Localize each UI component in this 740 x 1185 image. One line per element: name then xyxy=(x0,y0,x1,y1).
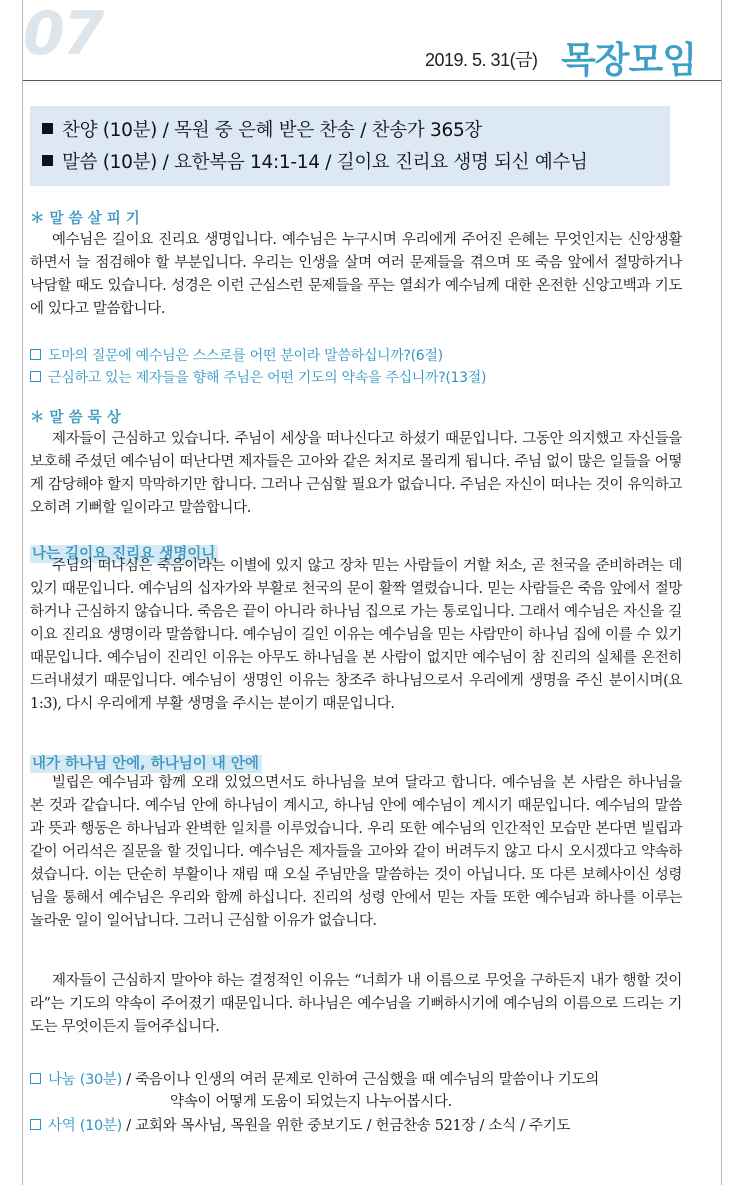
worship-line xyxy=(42,116,482,142)
paragraph-word-review: 예수님은 길이요 진리요 생명입니다. 예수님은 누구시며 우리에게 주어진 은혜는 무엇인지는 신앙생활하면서 늘 점검해야 할 부분입니다. 우리는 인생을 살며 여러 문제들을 겪으며 또 죽음 앞에서 절망하거나 낙담할 때도 있습니다. 성경은 이런 근심스런 문제들을 푸는 열쇠가 예수님께 대한 온전한 신앙고백과 기도에 있다고 말씀합니다. xyxy=(30,232,682,317)
heading-word-review: ＊ 말 씀 살 피 기 xyxy=(30,211,140,227)
checkbox-icon xyxy=(30,1119,41,1130)
paragraph-way-truth-life: 주님의 떠나심은 죽음이라는 이별에 있지 않고 장차 믿는 사람들이 거할 처소, 곧 천국을 준비하려는 데 있기 때문입니다. 예수님의 십자가와 부활로 천국의 문이 활짝 열렸습니다. 믿는 사람들은 죽음 앞에서 절망하거나 근심하지 않습니다. 죽음은 끝이 아니라 하나님 집으로 가는 통로입니다. 그래서 예수님은 자신을 길이요 진리요 생명이라 말씀합니다. 예수님이 길인 이유는 예수님을 믿는 사람만이 하나님 집에 이를 수 있기 때문입니다. 예수님이 진리인 이유는 아무도 하나님을 본 사람이 없지만 예수님이 참 진리의 실체를 온전히 드러내셨기 때문입니다. 예수님이 생명인 이유는 창조주 하나님으로서 우리에게 생명을 주신 분이시며(요 1:3), 다시 우리에게 부활 생명을 주시는 분이기 때문입니다. xyxy=(30,558,682,712)
mission-row xyxy=(30,1114,570,1135)
share-label: 나눔 (30분) xyxy=(48,1072,122,1088)
checkbox-icon xyxy=(30,1073,41,1084)
square-bullet-icon xyxy=(42,155,53,166)
heading-way-truth-life-text: 나는 길이요 진리요 생명이니 xyxy=(30,545,218,563)
paragraph-in-god: 빌립은 예수님과 함께 오래 있었으면서도 하나님을 보여 달라고 합니다. 예수님을 본 사람은 하나님을 본 것과 같습니다. 예수님 안에 하나님이 계시고, 하나님 안에 예수님이 계시기 때문입니다. 예수님의 말씀과 뜻과 행동은 하나님과 완벽한 일치를 이루었습니다. 우리 또한 예수님의 인간적인 모습만 본다면 빌립과 같이 어리석은 질문을 할 것입니다. 예수님은 제자들을 고아와 같이 버려두지 않고 다시 오시겠다고 약속하셨습니다. 이는 단순히 부활이나 재림 때 오실 주님만을 말씀하는 것이 아닙니다. 또 다른 보혜사이신 성령님을 통해서 예수님은 우리와 함께 하십니다. 진리의 성령 안에서 믿는 자들 또한 예수님과 하나를 이루는 놀라운 일이 일어납니다. 그러니 근심할 이유가 없습니다. xyxy=(30,775,682,929)
share-text-continued: 약속이 어떻게 도움이 되었는지 나누어봅시다. xyxy=(170,1094,452,1110)
header-divider xyxy=(23,80,721,81)
checkbox-icon xyxy=(30,371,41,382)
question-2-text: 근심하고 있는 제자들을 향해 주님은 어떤 기도의 약속을 주십니까?(13절) xyxy=(48,370,487,386)
heading-in-god-text: 내가 하나님 안에, 하나님이 내 안에 xyxy=(30,755,262,773)
page-number: 07 xyxy=(23,0,103,69)
scripture-line xyxy=(42,148,588,174)
question-1 xyxy=(30,345,443,365)
meeting-date: 2019. 5. 31(금) xyxy=(425,50,538,70)
scripture-text: 말씀 (10분) / 요한복음 14:1-14 / 길이요 진리요 생명 되신 예수님 xyxy=(62,152,588,173)
share-text: / 죽음이나 인생의 여러 문제로 인하여 근심했을 때 예수님의 말씀이나 기도의 xyxy=(122,1072,599,1088)
heading-meditation: ＊ 말 씀 묵 상 xyxy=(30,410,121,426)
question-2 xyxy=(30,367,486,387)
square-bullet-icon xyxy=(42,123,53,134)
mission-text: / 교회와 목사님, 목원을 위한 중보기도 / 헌금찬송 521장 / 소식 / 주기도 xyxy=(122,1118,571,1134)
info-box xyxy=(30,106,670,186)
page-title: 목장모임 xyxy=(561,40,697,81)
checkbox-icon xyxy=(30,349,41,360)
heading-in-god xyxy=(30,752,262,773)
share-row xyxy=(30,1068,599,1089)
paragraph-prayer-promise: 제자들이 근심하지 말아야 하는 결정적인 이유는 “너희가 내 이름으로 무엇을 구하든지 내가 행할 것이라”는 기도의 약속이 주어졌기 때문입니다. 하나님은 예수님을 기뻐하시기에 예수님의 이름으로 드리는 기도는 무엇이든지 들어주십니다. xyxy=(30,973,682,1035)
question-1-text: 도마의 질문에 예수님은 스스로를 어떤 분이라 말씀하십니까?(6절) xyxy=(48,348,443,364)
mission-label: 사역 (10분) xyxy=(48,1118,122,1134)
paragraph-meditation: 제자들이 근심하고 있습니다. 주님이 세상을 떠나신다고 하셨기 때문입니다. 그동안 의지했고 자신들을 보호해 주셨던 예수님이 떠난다면 제자들은 고아와 같은 처지로 몰리게 됩니다. 주님 없이 많은 일들을 어떻게 감당해야 할지 막막하기만 합니다. 그러나 근심할 필요가 없습니다. 주님은 자신이 떠나는 것이 유익하고 오히려 기뻐할 일이라고 말씀합니다. xyxy=(30,431,682,516)
worship-text: 찬양 (10분) / 목원 중 은혜 받은 찬송 / 찬송가 365장 xyxy=(62,120,482,141)
